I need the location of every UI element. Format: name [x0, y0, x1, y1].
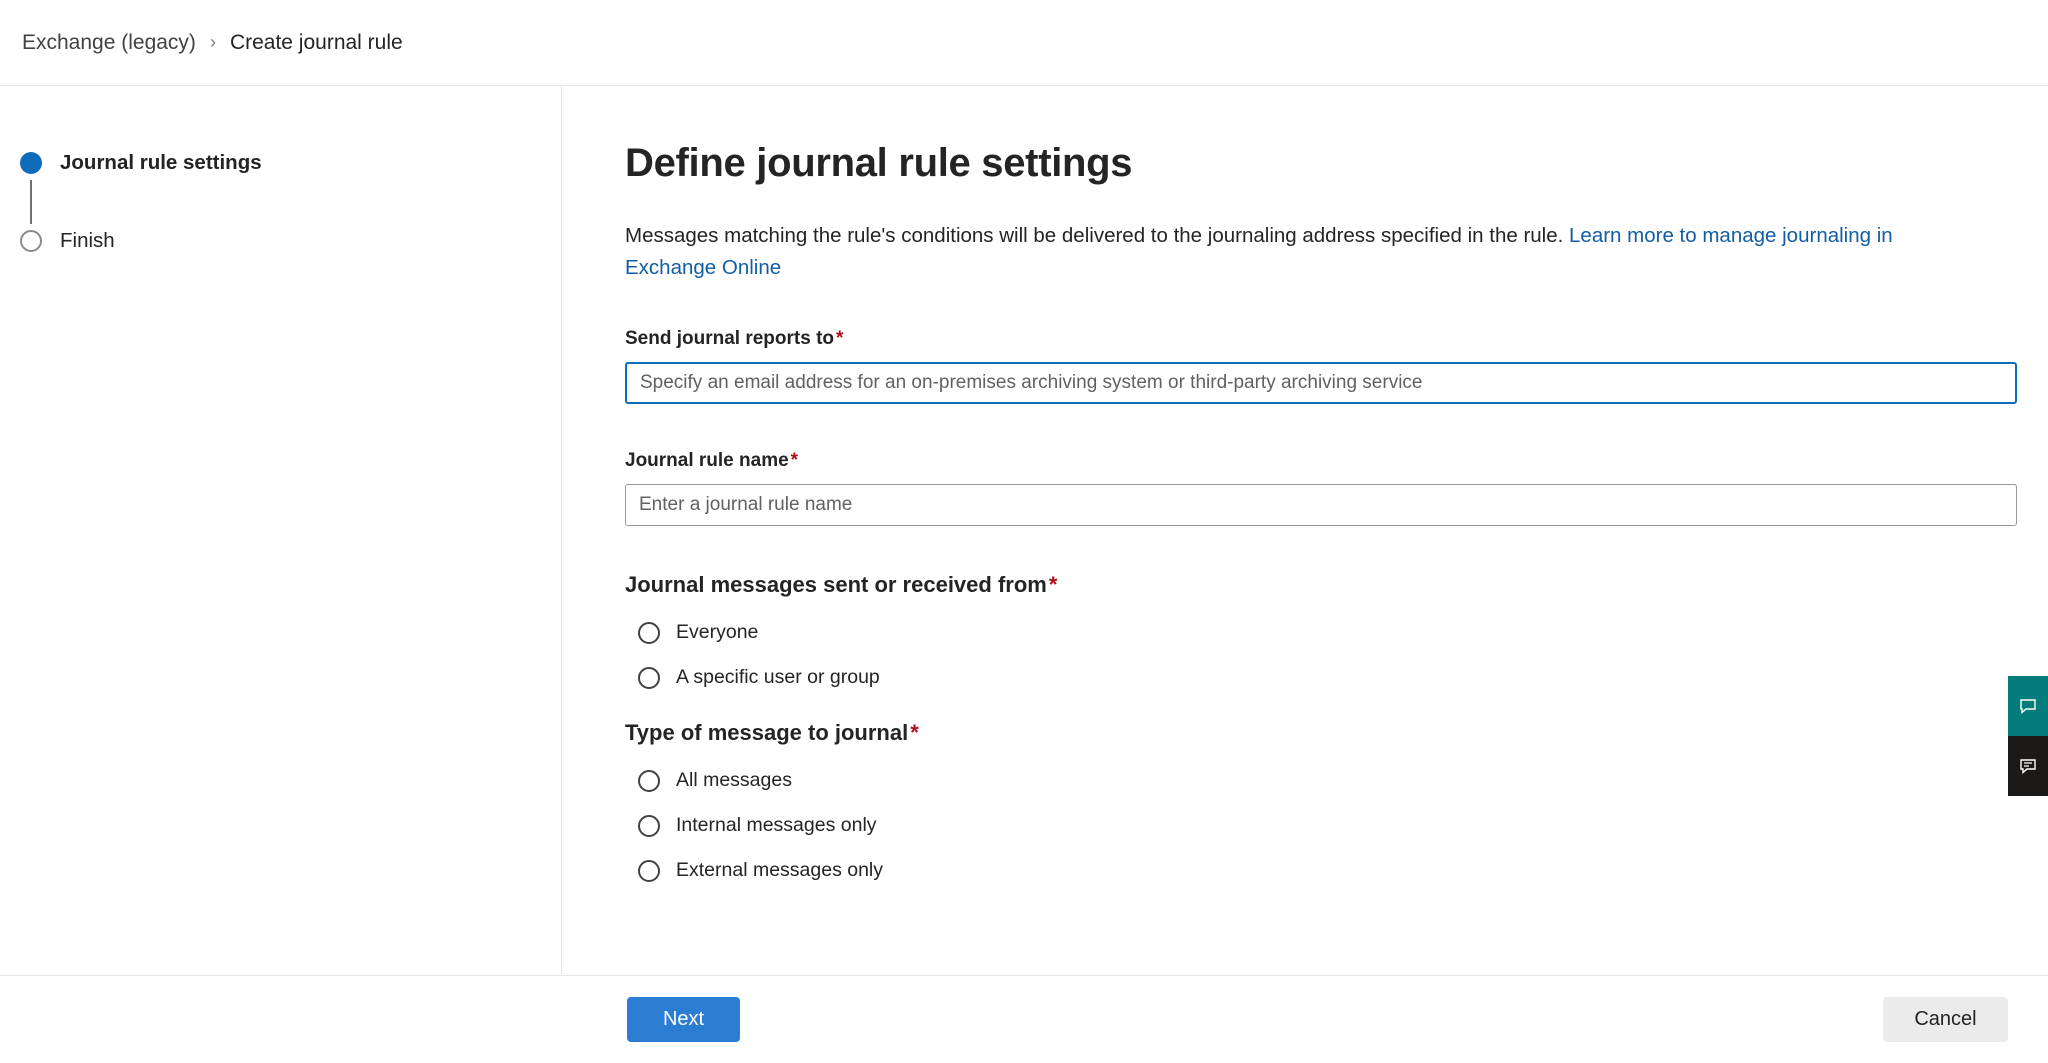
journal-rule-name-input[interactable] [625, 484, 2017, 526]
radio-option-label: Internal messages only [676, 814, 877, 836]
step-inactive-bullet-icon [20, 230, 42, 252]
group-title-text: Type of message to journal [625, 720, 909, 745]
breadcrumb-separator-icon: › [209, 32, 216, 52]
field-send-journal-reports-to [625, 328, 2048, 404]
breadcrumb-item-create-journal-rule[interactable]: Create journal rule [229, 30, 403, 54]
feedback-button-stack [2008, 676, 2048, 796]
cancel-button[interactable]: Cancel [1883, 997, 2008, 1042]
breadcrumb-item-exchange-legacy[interactable]: Exchange (legacy) [22, 30, 196, 54]
required-marker: * [1048, 572, 1058, 597]
next-button[interactable]: Next [627, 997, 740, 1042]
step-active-bullet-icon [20, 152, 42, 174]
field-label [625, 450, 2048, 472]
wizard-step-journal-rule-settings[interactable] [0, 146, 561, 180]
radio-option-label: External messages only [676, 859, 884, 881]
radio-button-icon[interactable] [638, 622, 660, 644]
breadcrumb [0, 0, 2048, 86]
radio-option-specific-user-or-group[interactable] [625, 655, 2048, 700]
wizard-footer [0, 975, 2048, 1063]
chat-feedback-icon [2018, 696, 2038, 716]
intro-paragraph [625, 220, 1980, 284]
radio-button-icon[interactable] [638, 667, 660, 689]
wizard-step-list [0, 86, 562, 974]
group-title-text: Journal messages sent or received from [625, 572, 1047, 597]
radio-option-label: All messages [676, 769, 792, 791]
required-marker: * [836, 328, 844, 349]
feedback-icon [2018, 756, 2038, 776]
radio-group-type-of-message [625, 720, 2048, 893]
learn-more-link[interactable]: Learn more to manage journaling in Exchange Online [625, 224, 1893, 279]
main-content [562, 86, 2048, 1063]
wizard-step-finish[interactable] [0, 224, 561, 258]
wizard-step-label: Journal rule settings [60, 151, 262, 174]
radio-option-everyone[interactable] [625, 610, 2048, 655]
radio-button-icon[interactable] [638, 770, 660, 792]
intro-text: Messages matching the rule's conditions will be delivered to the journaling address specified in the rule. [625, 224, 1570, 247]
radio-option-label: Everyone [676, 621, 759, 643]
field-label-text: Journal rule name [625, 450, 789, 471]
radio-group-journal-messages-from [625, 572, 2048, 700]
chat-feedback-button[interactable] [2008, 676, 2048, 736]
wizard-step-connector [30, 180, 32, 224]
send-journal-reports-to-input[interactable] [625, 362, 2017, 404]
radio-option-all-messages[interactable] [625, 758, 2048, 803]
page-title: Define journal rule settings [625, 141, 1133, 185]
required-marker: * [910, 720, 919, 745]
radio-button-icon[interactable] [638, 815, 660, 837]
wizard-step-label: Finish [60, 229, 115, 252]
radio-option-external-messages-only[interactable] [625, 848, 2048, 893]
required-marker: * [790, 450, 799, 471]
radio-option-label: A specific user or group [676, 666, 880, 688]
radio-button-icon[interactable] [638, 860, 660, 882]
page-body [0, 86, 2048, 1063]
radio-option-internal-messages-only[interactable] [625, 803, 2048, 848]
group-title [625, 720, 2048, 746]
group-title [625, 572, 2048, 598]
field-journal-rule-name [625, 450, 2048, 526]
field-label [625, 328, 2048, 350]
feedback-button[interactable] [2008, 736, 2048, 796]
field-label-text: Send journal reports to [625, 328, 835, 349]
